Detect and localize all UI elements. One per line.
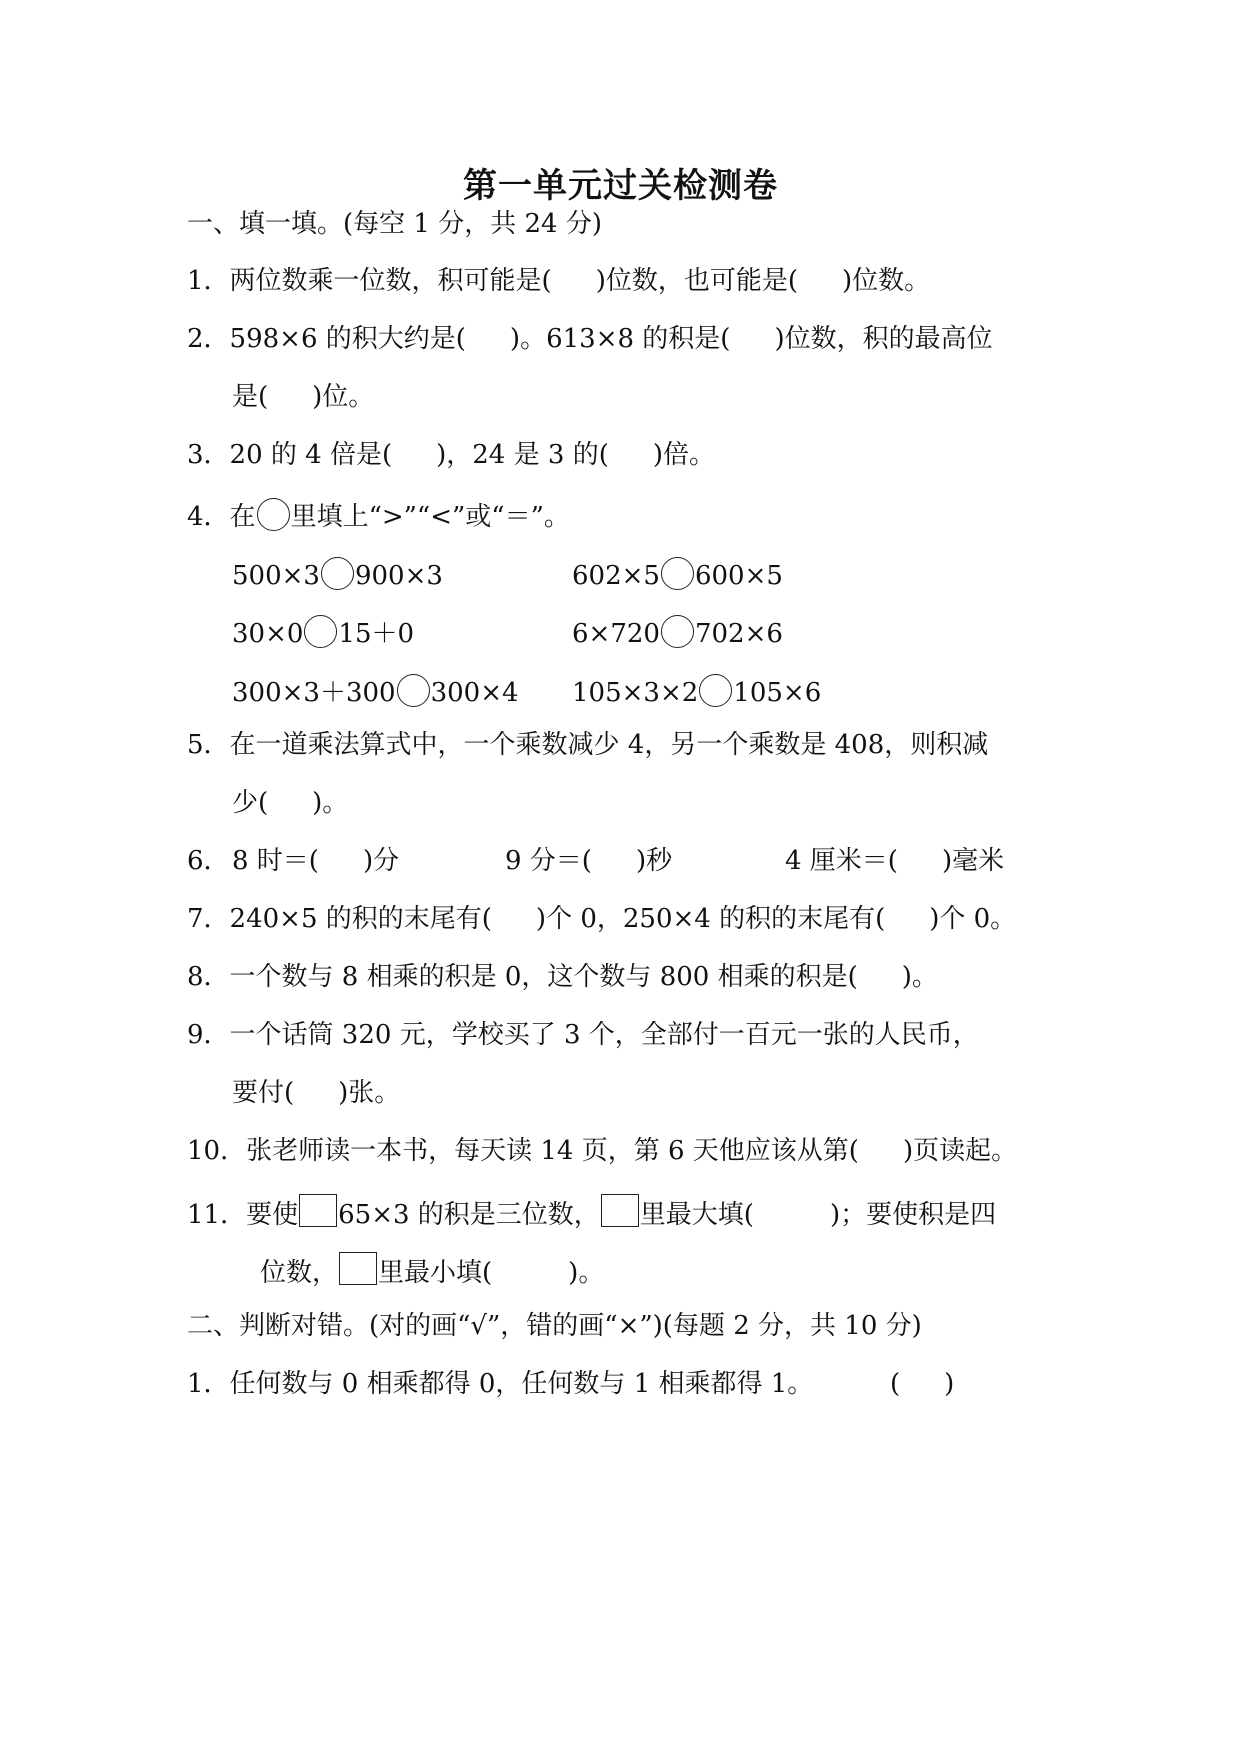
question-1-6: 6．: [187, 846, 230, 876]
compare-circle[interactable]: [661, 557, 694, 590]
square-blank-icon: [339, 1252, 377, 1285]
question-1-5-cont: 少( )。: [232, 788, 349, 818]
compare-item: 300×3＋300 300×4: [232, 674, 519, 711]
section2-heading: 二、判断对错。(对的画“√”，错的画“×”)(每题 2 分，共 10 分): [187, 1311, 922, 1341]
question-1-2: 2．598×6 的积大约是( )。613×8 的积是( )位数，积的最高位: [187, 324, 993, 354]
compare-item: 500×3 900×3: [232, 557, 443, 594]
page-title: 第一单元过关检测卷: [463, 166, 778, 206]
judge-answer-slot[interactable]: ( ): [890, 1369, 955, 1399]
compare-circle[interactable]: [304, 615, 337, 648]
compare-circle[interactable]: [397, 674, 430, 707]
compare-item: 105×3×2 105×6: [572, 674, 821, 711]
question-1-9-cont: 要付( )张。: [232, 1078, 401, 1108]
compare-circle[interactable]: [321, 557, 354, 590]
conversion-item: 9 分＝( )秒: [505, 846, 673, 876]
question-1-11: 11．要使 65×3 的积是三位数， 里最大填( )；要使积是四: [187, 1194, 996, 1233]
conversion-item: 4 厘米＝( )毫米: [785, 846, 1005, 876]
square-blank-icon: [601, 1194, 639, 1227]
question-1-9: 9．一个话筒 320 元，学校买了 3 个，全部付一百元一张的人民币，: [187, 1020, 979, 1050]
section1-heading: 一、填一填。(每空 1 分，共 24 分): [187, 209, 602, 239]
square-blank-icon: [299, 1194, 337, 1227]
question-1-1: 1．两位数乘一位数，积可能是( )位数，也可能是( )位数。: [187, 266, 931, 296]
question-1-7: 7．240×5 的积的末尾有( )个 0，250×4 的积的末尾有( )个 0。: [187, 904, 1017, 934]
compare-item: 6×720 702×6: [572, 615, 783, 652]
question-1-4: 4．在 里填上“>”“<”或“＝”。: [187, 498, 570, 535]
question-1-8: 8．一个数与 8 相乘的积是 0，这个数与 800 相乘的积是( )。: [187, 962, 938, 992]
question-1-3: 3．20 的 4 倍是( )，24 是 3 的( )倍。: [187, 440, 715, 470]
compare-circle[interactable]: [661, 615, 694, 648]
compare-item: 30×0 15＋0: [232, 615, 414, 652]
question-1-11-cont: 位数， 里最小填( )。: [260, 1252, 604, 1291]
question-1-10: 10．张老师读一本书，每天读 14 页，第 6 天他应该从第( )页读起。: [187, 1136, 1018, 1166]
question-1-5: 5．在一道乘法算式中，一个乘数减少 4，另一个乘数是 408，则积减: [187, 730, 989, 760]
circle-blank-icon: [257, 498, 290, 531]
question-2-1: 1．任何数与 0 相乘都得 0，任何数与 1 相乘都得 1。: [187, 1369, 814, 1399]
conversion-item: 8 时＝( )分: [232, 846, 400, 876]
compare-circle[interactable]: [699, 674, 732, 707]
question-1-2-cont: 是( )位。: [232, 382, 375, 412]
compare-item: 602×5 600×5: [572, 557, 783, 594]
